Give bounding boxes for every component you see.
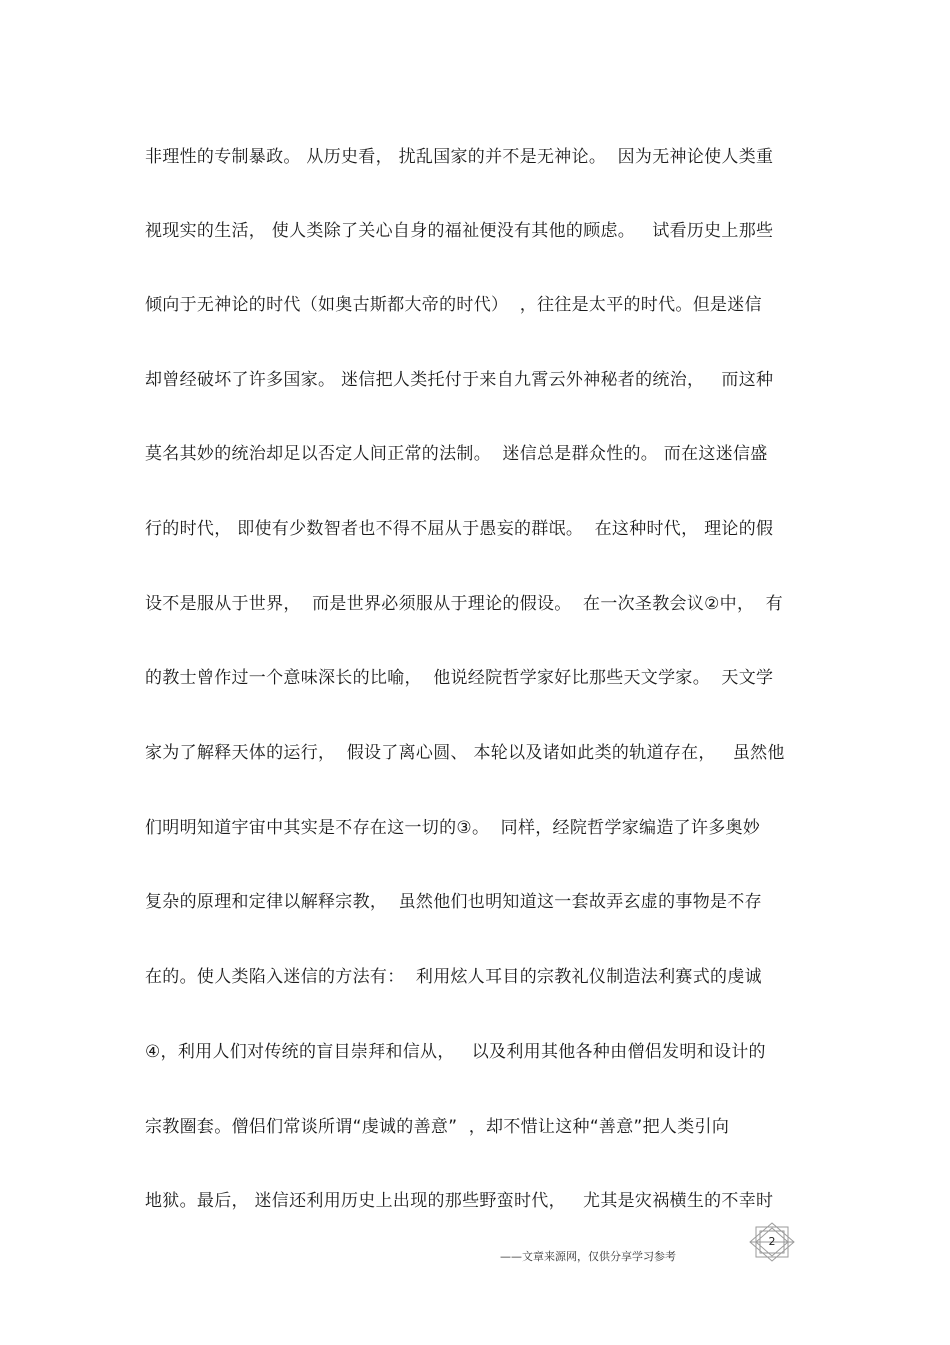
body-text-line-9: 家为了解释天体的运行， 假设了离心圆、 本轮以及诸如此类的轨道存在， 虽然他: [145, 743, 785, 763]
body-text-line-5: 莫名其妙的统治却足以否定人间正常的法制。 迷信总是群众性的。 而在这迷信盛: [145, 444, 768, 464]
body-text-line-15: 地狱。最后， 迷信还利用历史上出现的那些野蛮时代， 尤其是灾祸横生的不幸时: [145, 1191, 774, 1211]
body-text-line-12: 在的。使人类陷入迷信的方法有： 利用炫人耳目的宗教礼仪制造法利赛式的虔诚: [145, 967, 762, 987]
body-text-line-6: 行的时代， 即使有少数智者也不得不屈从于愚妄的群氓。 在这种时代， 理论的假: [145, 519, 774, 539]
body-text-line-10: 们明明知道宇宙中其实是不存在这一切的③。 同样，经院哲学家编造了许多奥妙: [145, 818, 761, 838]
body-text-line-4: 却曾经破坏了许多国家。 迷信把人类托付于来自九霄云外神秘者的统治， 而这种: [145, 370, 774, 390]
body-text-line-13: ④，利用人们对传统的盲目崇拜和信从， 以及利用其他各种由僧侣发明和设计的: [145, 1042, 766, 1062]
page-number: 2: [768, 1235, 776, 1248]
body-text-line-14: 宗教圈套。僧侣们常谈所谓“虔诚的善意” ，却不惜让这种“善意”把人类引向: [145, 1117, 730, 1137]
footer-source-note: ——文章来源网，仅供分享学习参考: [500, 1250, 676, 1263]
body-text-line-3: 倾向于无神论的时代（如奥古斯都大帝的时代） ，往往是太平的时代。但是迷信: [145, 295, 762, 315]
body-text-line-1: 非理性的专制暴政。 从历史看， 扰乱国家的并不是无神论。 因为无神论使人类重: [145, 147, 774, 167]
body-text-line-7: 设不是服从于世界， 而是世界必须服从于理论的假设。 在一次圣教会议②中， 有: [145, 594, 783, 614]
body-text-line-8: 的教士曾作过一个意味深长的比喻， 他说经院哲学家好比那些天文学家。 天文学: [145, 668, 774, 688]
body-text-line-11: 复杂的原理和定律以解释宗教， 虽然他们也明知道这一套故弄玄虚的事物是不存: [145, 892, 762, 912]
body-text-line-2: 视现实的生活， 使人类除了关心自身的福祉便没有其他的顾虑。 试看历史上那些: [145, 221, 774, 241]
